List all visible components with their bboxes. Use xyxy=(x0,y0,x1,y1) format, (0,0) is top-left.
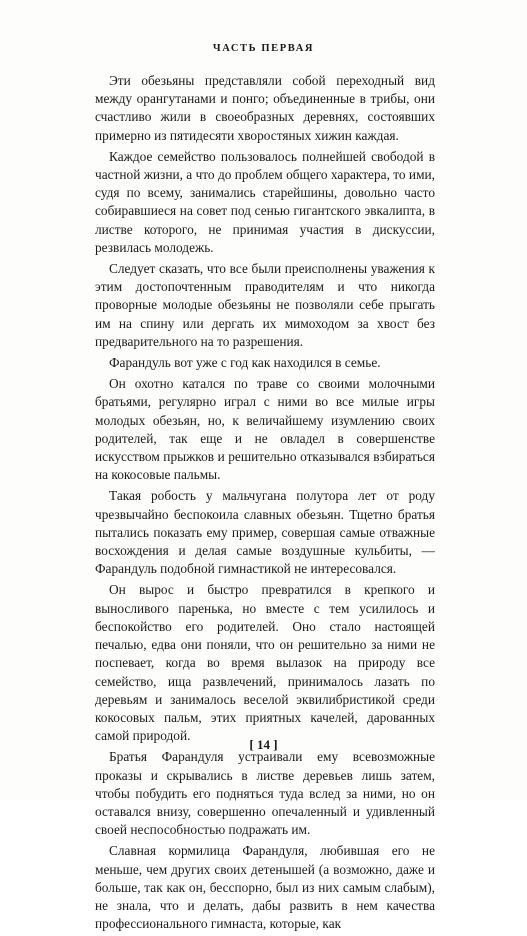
paragraph: Он вырос и быстро превратился в крепкого и выносливого паренька, но вместе с тем усилилось и беспокойство его родителей. Оно стало настоящей печалью, едва они поняли, что он решительно за ними не поспевает, когда во время вылазок на природу все семейство, ища развлечений, принималось лазать по деревьям и занималось веселой эквилибристикой среди кокосовых пальм, этих приятных качелей, дарованных самой природой. xyxy=(95,582,435,744)
paragraph: Следует сказать, что все были преисполнены уважения к этим достопочтенным праводителям и что никогда проворные молодые обезьяны не позволяли себе прыгать им на спину или дергать их мимоходом за хвост без предварительного на то разрешения. xyxy=(95,261,435,349)
running-head: ЧАСТЬ ПЕРВАЯ xyxy=(212,43,315,54)
paragraph: Эти обезьяны представляли собой переходный вид между орангутанами и понго; объединенные в трибы, они счастливо жили в своеобразных деревнях, состоявших примерно из пятидесяти хворостяных хижин каждая. xyxy=(95,73,435,143)
page-number: [ 14 ] xyxy=(249,737,278,752)
paragraph: Фарандуль вот уже с год как находился в семье. xyxy=(109,355,381,371)
paragraph: Он охотно катался по траве со своими молочными братьями, регулярно играл с ними во все милые игры молодых обезьян, но, к величайшему изумлению своих родителей, так еще и не овладел в совершенстве искусством прыжков и решительно отказывался взбираться на кокосовые пальмы. xyxy=(95,376,435,483)
paragraph: Славная кормилица Фарандуля, любившая его не меньше, чем других своих детенышей (а возможно, даже и больше, так как он, бесспорно, был из них самым слабым), не знала, что и делать, дабы развить в нем качества профессионального гимнаста, которые, как xyxy=(95,843,435,932)
paragraph: Братья Фарандуля устраивали ему всевозможные проказы и скрывались в листве деревьев лишь затем, чтобы побудить его подняться туда вслед за ними, но он оставался внизу, совершенно опечаленный и удивленный своей неспособностью подражать им. xyxy=(95,749,435,838)
body-text xyxy=(95,72,435,936)
paragraph: Каждое семейство пользовалось полнейшей свободой в частной жизни, а что до проблем общего характера, то ими, судя по всему, занимались старейшины, довольно часто собиравшиеся на совет под сенью гигантского эвкалипта, в листве которого, не принимая участия в дискуссии, резвилась молодежь. xyxy=(95,148,435,255)
paragraph: Такая робость у мальчугана полутора лет от роду чрезвычайно беспокоила славных обезьян. Тщетно братья пытались показать ему пример, совершая самые отважные восхождения и делая самые воздушные кульбиты, — Фарандуль подобной гимнастикой не интересовался. xyxy=(95,488,435,577)
